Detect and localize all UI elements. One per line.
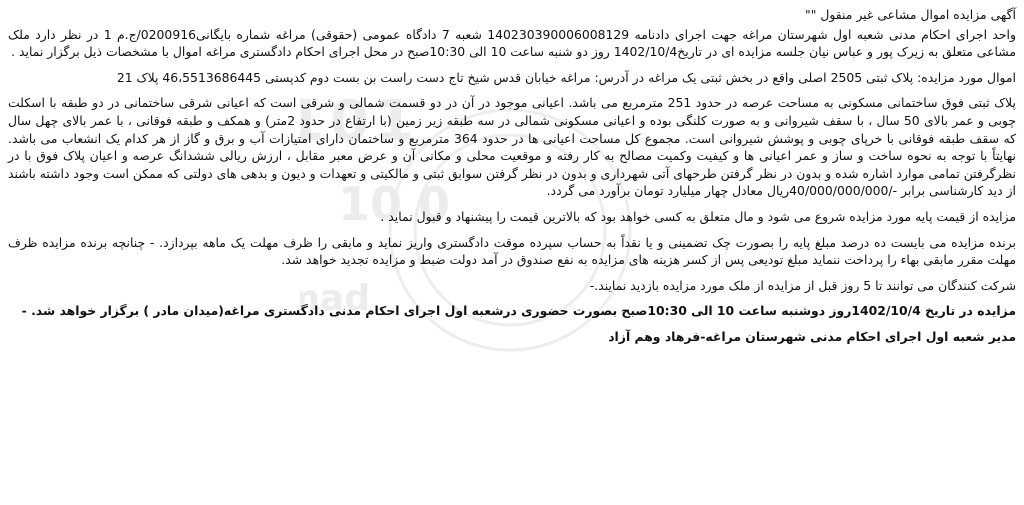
notice-signature: مدیر شعبه اول اجرای احکام مدنی شهرستان مراغه-فرهاد وهم آزاد	[608, 328, 1016, 344]
notice-title: آگهی مزایده اموال مشاعی غیر منقول ""	[805, 7, 1016, 22]
notice-paragraph-visit: شرکت کنندگان می توانند تا 5 روز قبل از مزایده از ملک مورد مزایده بازدید نمایند.-	[589, 277, 1016, 293]
svg-text:ParsNamad: mad	[300, 278, 370, 319]
svg-text:010101: 101	[300, 89, 420, 154]
notice-paragraph-description: پلاک ثبتی فوق ساختمانی مسکونی به مساحت عرصه در حدود 251 مترمربع می باشد. اعیانی موجود در آن در دو قسمت شمالی و شرقی است که اعیانی شرقی ساختمانی در دو طبقه با اسکلت چوبی و عمر بالای 50 سال ، با سقف شیروانی و به صورت کلنگی بوده و اعیانی مسکونی شمالی در سه طبقه زیر زمین (با ارتفاع در حدود 2متر) و همکف و طبقه فوقانی ، با عمر بالای چهل سال که سقف طبقه فوقانی با خرپای چوبی و پوشش شیروانی است. مجموع کل مساحت اعیانی ها در حدود 364 مترمربع و ساختمان دارای امتیازات آب و برق و گاز از هر کدام یک انشعاب می باشد. نهایتاً با توجه به نحوه ساخت و ساز و عمر اعیانی ها و کیفیت وکمیت مصالح به کار رفته و موقعیت محلی و مکانی آن و عرض معبر مقابل ، ارزش ریالی ششدانگ عرصه و اعیان پلاک فوق با در نظرگرفتن تمامی موارد اشاره شده و بدون در نظر گرفتن طرحهای آتی شهرداری و بدون در نظر گرفتن سوابق ثبتی و مالکیتی و تعهدات و دیون و بدهی های دولتی که ممکن است وجود داشته باشند از دید کارشناسی برابر -/40/000/000/000ریال معادل چهار میلیارد تومان برآورد می گردد.	[7, 95, 1016, 199]
notice-content	[8, 6, 1016, 346]
notice-paragraph-intro: واحد اجرای احکام مدنی شعبه اول شهرستان مراغه جهت اجرای دادنامه 140230390006008129 شعبه 7 دادگاه عمومی (حقوقی) مراغه شماره بایگانی0200916/ج.م 1 در نظر دارد ملک مشاعی متعلق به زیرک پور و عباس نیان جلسه مزایده ای در تاریخ1402/10/4 روز دو شنبه ساعت 10 الی 10:30صبح در محل اجرای احکام دادگستری مراغه اموال با مشخصات ذیل برگزار نماید .	[8, 26, 1016, 60]
notice-paragraph-payment: برنده مزایده می بایست ده درصد مبلغ پایه را بصورت چک تضمینی و یا نقداً به حساب سپرده موقت دادگستری واریز نماید و مابقی را ظرف مهلت یک ماهه بپردازد. - چنانچه برنده مزایده ظرف مهلت مقرر مابقی بهاء را پرداخت ننماید مبلغ تودیعی پس از کسر هزینه های مزایده به نفع صندوق در آمد دولت ضبط و مزایده تجدید خواهد شد.	[8, 234, 1016, 268]
notice-paragraph-starting-price: مزایده از قیمت پایه مورد مزایده شروع می شود و مال متعلق به کسی خواهد بود که بالاترین قیمت را پیشنهاد و قبول نماید .	[380, 208, 1016, 224]
svg-text:0 10: 0 10	[337, 177, 450, 231]
notice-paragraph-property: اموال مورد مزایده: پلاک ثبتی 2505 اصلی واقع در بخش ثبتی یک مراغه در آدرس: مراغه خیابان قدس شیخ تاج دست راست بن بست دوم کدپستی 46،5513686445 پلاک 21	[116, 69, 1016, 85]
notice-paragraph-auction-date: مزایده در تاریخ 1402/10/4روز دوشنبه ساعت 10 الی 10:30صبح بصورت حضوری درشعبه اول اجرای احکام مدنی دادگستری مراغه(میدان مادر ) برگزار خواهد شد. -	[21, 303, 1016, 319]
